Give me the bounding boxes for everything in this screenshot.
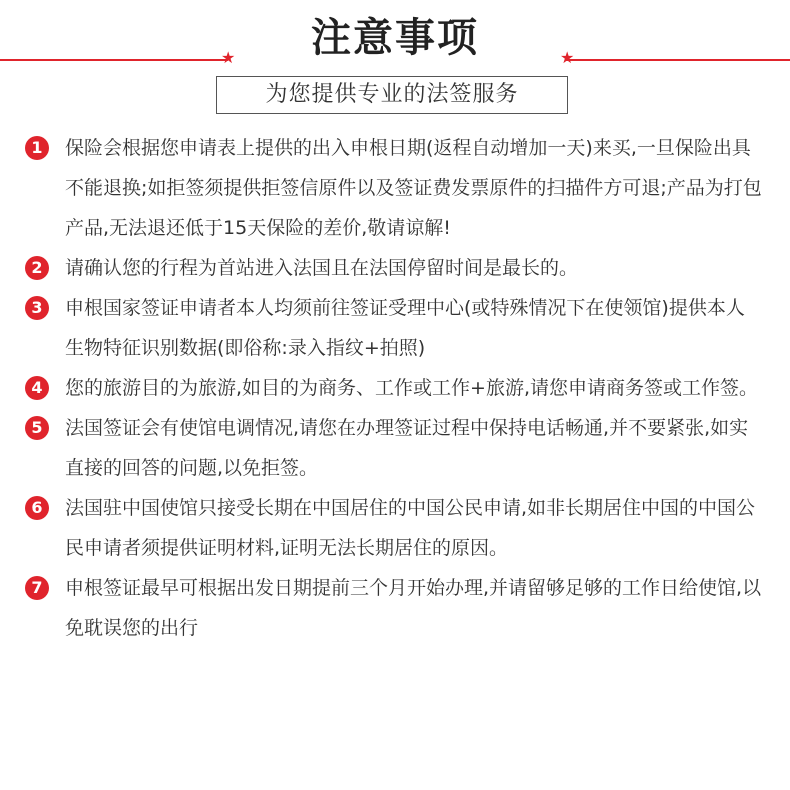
divider-left xyxy=(0,59,228,61)
subtitle-box: 为您提供专业的法签服务 xyxy=(216,76,568,114)
list-item xyxy=(0,488,790,568)
item-text: 您的旅游目的为旅游,如目的为商务、工作或工作+旅游,请您申请商务签或工作签。 xyxy=(65,377,759,399)
number-badge-icon: 5 xyxy=(25,416,49,440)
list-item xyxy=(0,248,790,288)
star-icon: ★ xyxy=(221,48,236,67)
item-text: 法国驻中国使馆只接受长期在中国居住的中国公民申请,如非长期居住中国的中国公民申请者须提供证明材料,证明无法长期居住的原因。 xyxy=(65,497,756,559)
item-text: 法国签证会有使馆电调情况,请您在办理签证过程中保持电话畅通,并不要紧张,如实直接的回答的问题,以免拒签。 xyxy=(65,417,749,479)
list-item xyxy=(0,568,790,648)
number-badge-icon: 6 xyxy=(25,496,49,520)
item-text: 申根国家签证申请者本人均须前往签证受理中心(或特殊情况下在使领馆)提供本人生物特征识别数据(即俗称:录入指纹+拍照) xyxy=(65,297,745,359)
divider-right xyxy=(566,59,790,61)
list-item xyxy=(0,408,790,488)
notice-list xyxy=(0,128,790,648)
list-item xyxy=(0,368,790,408)
list-item xyxy=(0,128,790,248)
number-badge-icon: 1 xyxy=(25,136,49,160)
item-text: 保险会根据您申请表上提供的出入申根日期(返程自动增加一天)来买,一旦保险出具不能退换;如拒签须提供拒签信原件以及签证费发票原件的扫描件方可退;产品为打包产品,无法退还低于15天保险的差价,敬请谅解! xyxy=(65,137,762,239)
item-text: 请确认您的行程为首站进入法国且在法国停留时间是最长的。 xyxy=(65,257,579,279)
page-title: 注意事项 xyxy=(311,15,479,61)
header xyxy=(0,0,790,120)
star-icon: ★ xyxy=(560,48,575,67)
item-text: 申根签证最早可根据出发日期提前三个月开始办理,并请留够足够的工作日给使馆,以免耽误您的出行 xyxy=(65,577,762,639)
number-badge-icon: 4 xyxy=(25,376,49,400)
number-badge-icon: 7 xyxy=(25,576,49,600)
number-badge-icon: 2 xyxy=(25,256,49,280)
number-badge-icon: 3 xyxy=(25,296,49,320)
list-item xyxy=(0,288,790,368)
